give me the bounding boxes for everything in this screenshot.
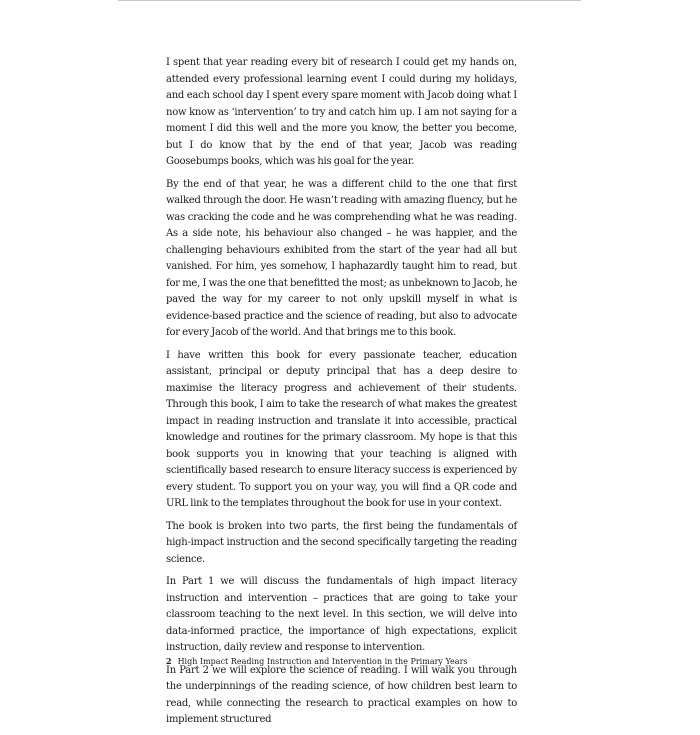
paragraph: The book is broken into two parts, the first being the fundamentals of high-impact instruction and the second specifically targeting the reading science.	[166, 520, 517, 565]
page-number: 2	[166, 656, 172, 666]
body-text	[166, 55, 517, 735]
paragraph: I have written this book for every passionate teacher, education assistant, principal or deputy principal that has a deep desire to maximise the literacy progress and achievement of their students. Through this book, I aim to take the research of what makes the greatest impact in reading instruction and translate it into accessible, practical knowledge and routines for the primary classroom. My hope is that this book supports you in knowing that your teaching is aligned with scientifically based research to ensure literacy success is experienced by every student. To support you on your way, you will find a QR code and URL link to the templates throughout the book for use in your context.	[166, 349, 517, 509]
paragraph: In Part 1 we will discuss the fundamentals of high impact literacy instruction and intervention – practices that are going to take your classroom teaching to the next level. In this section, we will delve into data-informed practice, the importance of high expectations, explicit instruction, daily review and response to intervention.	[166, 576, 517, 653]
paragraph: In Part 2 we will explore the science of reading. I will walk you through the underpinnings of the reading science, of how children best learn to read, while connecting the research to practical examples on how to implement structured	[166, 664, 517, 725]
paragraph: I spent that year reading every bit of research I could get my hands on, attended every professional learning event I could during my holidays, and each school day I spent every spare moment with Jacob doing what I now know as ‘intervention’ to try and catch him up. I am not saying for a moment I did this well and the more you know, the better you become, but I do know that by the end of that year, Jacob was reading Goosebumps books, which was his goal for the year.	[166, 57, 517, 167]
top-rule	[118, 0, 581, 1]
page-footer	[166, 655, 566, 668]
running-title: High Impact Reading Instruction and Intervention in the Primary Years	[177, 657, 468, 666]
paragraph: By the end of that year, he was a different child to the one that first walked through the door. He wasn’t reading with amazing fluency, but he was cracking the code and he was comprehending what he was reading. As a side note, his behaviour also changed – he was happier, and the challenging behaviours exhibited from the start of the year had all but vanished. For him, yes somehow, I haphazardly taught him to read, but for me, I was the one that benefitted the most; as unbeknown to Jacob, he paved the way for my career to not only upskill myself in what is evidence-based practice and the science of reading, but also to advocate for every Jacob of the world. And that brings me to this book.	[166, 178, 517, 338]
